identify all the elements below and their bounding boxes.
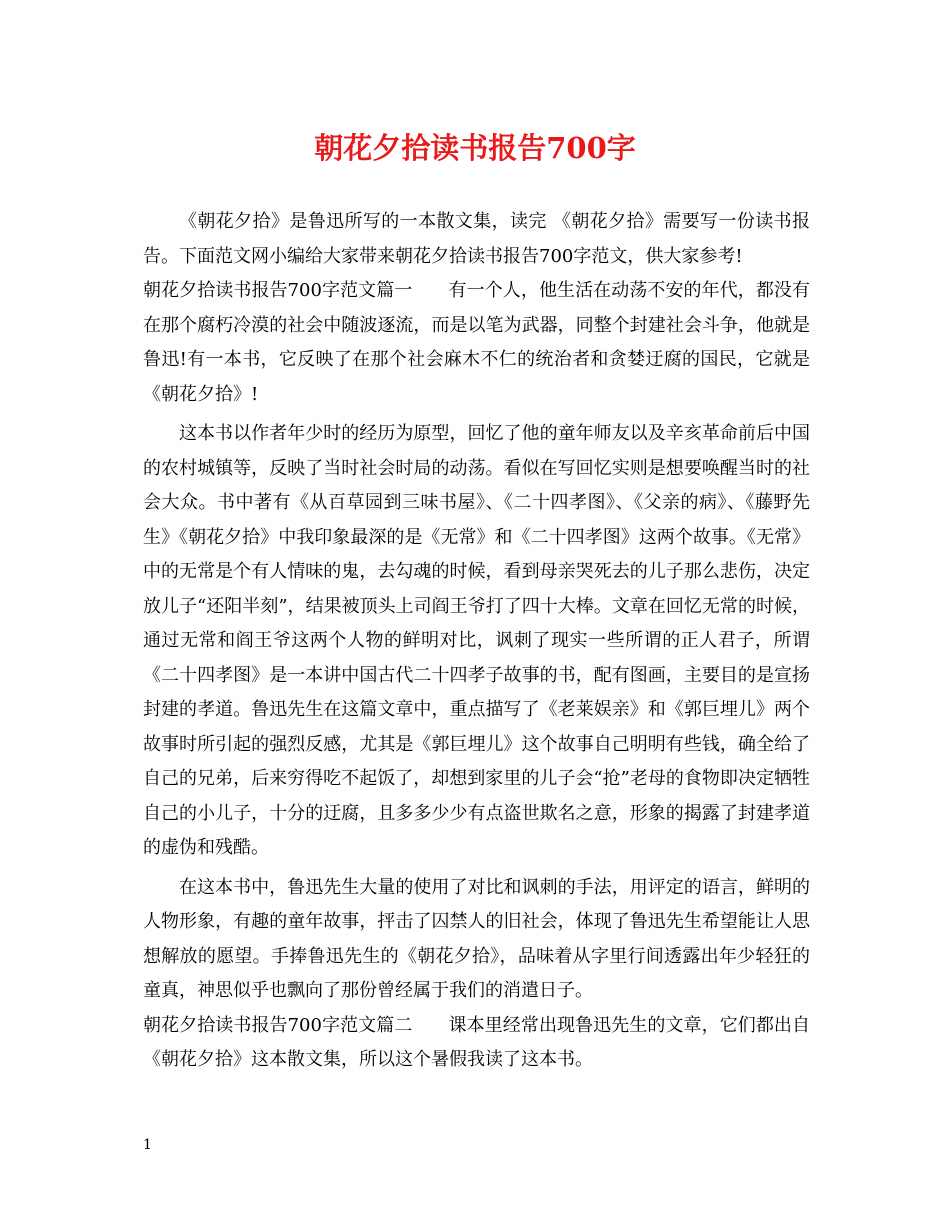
document-body (143, 205, 810, 1078)
paragraph-book-summary: 这本书以作者年少时的经历为原型，回忆了他的童年师友以及辛亥革命前后中国的农村城镇等，反映了当时社会时局的动荡。看似在写回忆实则是想要唤醒当时的社会大众。书中著有《从百草园到三味书屋》、《二十四孝图》、《父亲的病》、《藤野先生》《朝花夕拾》中我印象最深的是《无常》和《二十四孝图》这两个故事。《无常》中的无常是个有人情味的鬼，去勾魂的时候，看到母亲哭死去的儿子那么悲伤，决定放儿子“还阳半刻”，结果被顶头上司阎王爷打了四十大棒。文章在回忆无常的时候，通过无常和阎王爷这两个人物的鲜明对比，讽刺了现实一些所谓的正人君子，所谓《二十四孝图》是一本讲中国古代二十四孝子故事的书，配有图画，主要目的是宣扬封建的孝道。鲁迅先生在这篇文章中，重点描写了《老莱娱亲》和《郭巨埋儿》两个故事时所引起的强烈反感，尤其是《郭巨埋儿》这个故事自己明明有些钱，确全给了自己的兄弟，后来穷得吃不起饭了，却想到家里的儿子会“抢”老母的食物即决定牺牲自己的小儿子，十分的迂腐，且多多少少有点盗世欺名之意，形象的揭露了封建孝道的虚伪和残酷。 (143, 423, 810, 858)
paragraph-techniques: 在这本书中，鲁迅先生大量的使用了对比和讽刺的手法，用评定的语言，鲜明的人物形象，有趣的童年故事，抨击了囚禁人的旧社会，体现了鲁迅先生希望能让人思想解放的愿望。手捧鲁迅先生的《朝花夕拾》，品味着从字里行间透露出年少轻狂的童真，神思似乎也飘向了那份曾经属于我们的消遣日子。 (143, 876, 810, 1001)
document-title: 朝花夕拾读书报告700字 (314, 131, 636, 165)
paragraph-intro: 《朝花夕拾》是鲁迅所写的一本散文集，读完 《朝花夕拾》需要写一份读书报告。下面范文网小编给大家带来朝花夕拾读书报告700字范文，供大家参考! (143, 211, 810, 267)
page-number: 1 (143, 1137, 152, 1153)
paragraph-sample-one: 朝花夕拾读书报告700字范文篇一 有一个人，他生活在动荡不安的年代，都没有在那个腐朽冷漠的社会中随波逐流，而是以笔为武器，同整个封建社会斗争，他就是鲁迅!有一本书，它反映了在那个社会麻木不仁的统治者和贪婪迂腐的国民，它就是《朝花夕拾》! (143, 280, 810, 405)
paragraph-sample-two: 朝花夕拾读书报告700字范文篇二 课本里经常出现鲁迅先生的文章，它们都出自《朝花夕拾》这本散文集，所以这个暑假我读了这本书。 (143, 1014, 810, 1070)
